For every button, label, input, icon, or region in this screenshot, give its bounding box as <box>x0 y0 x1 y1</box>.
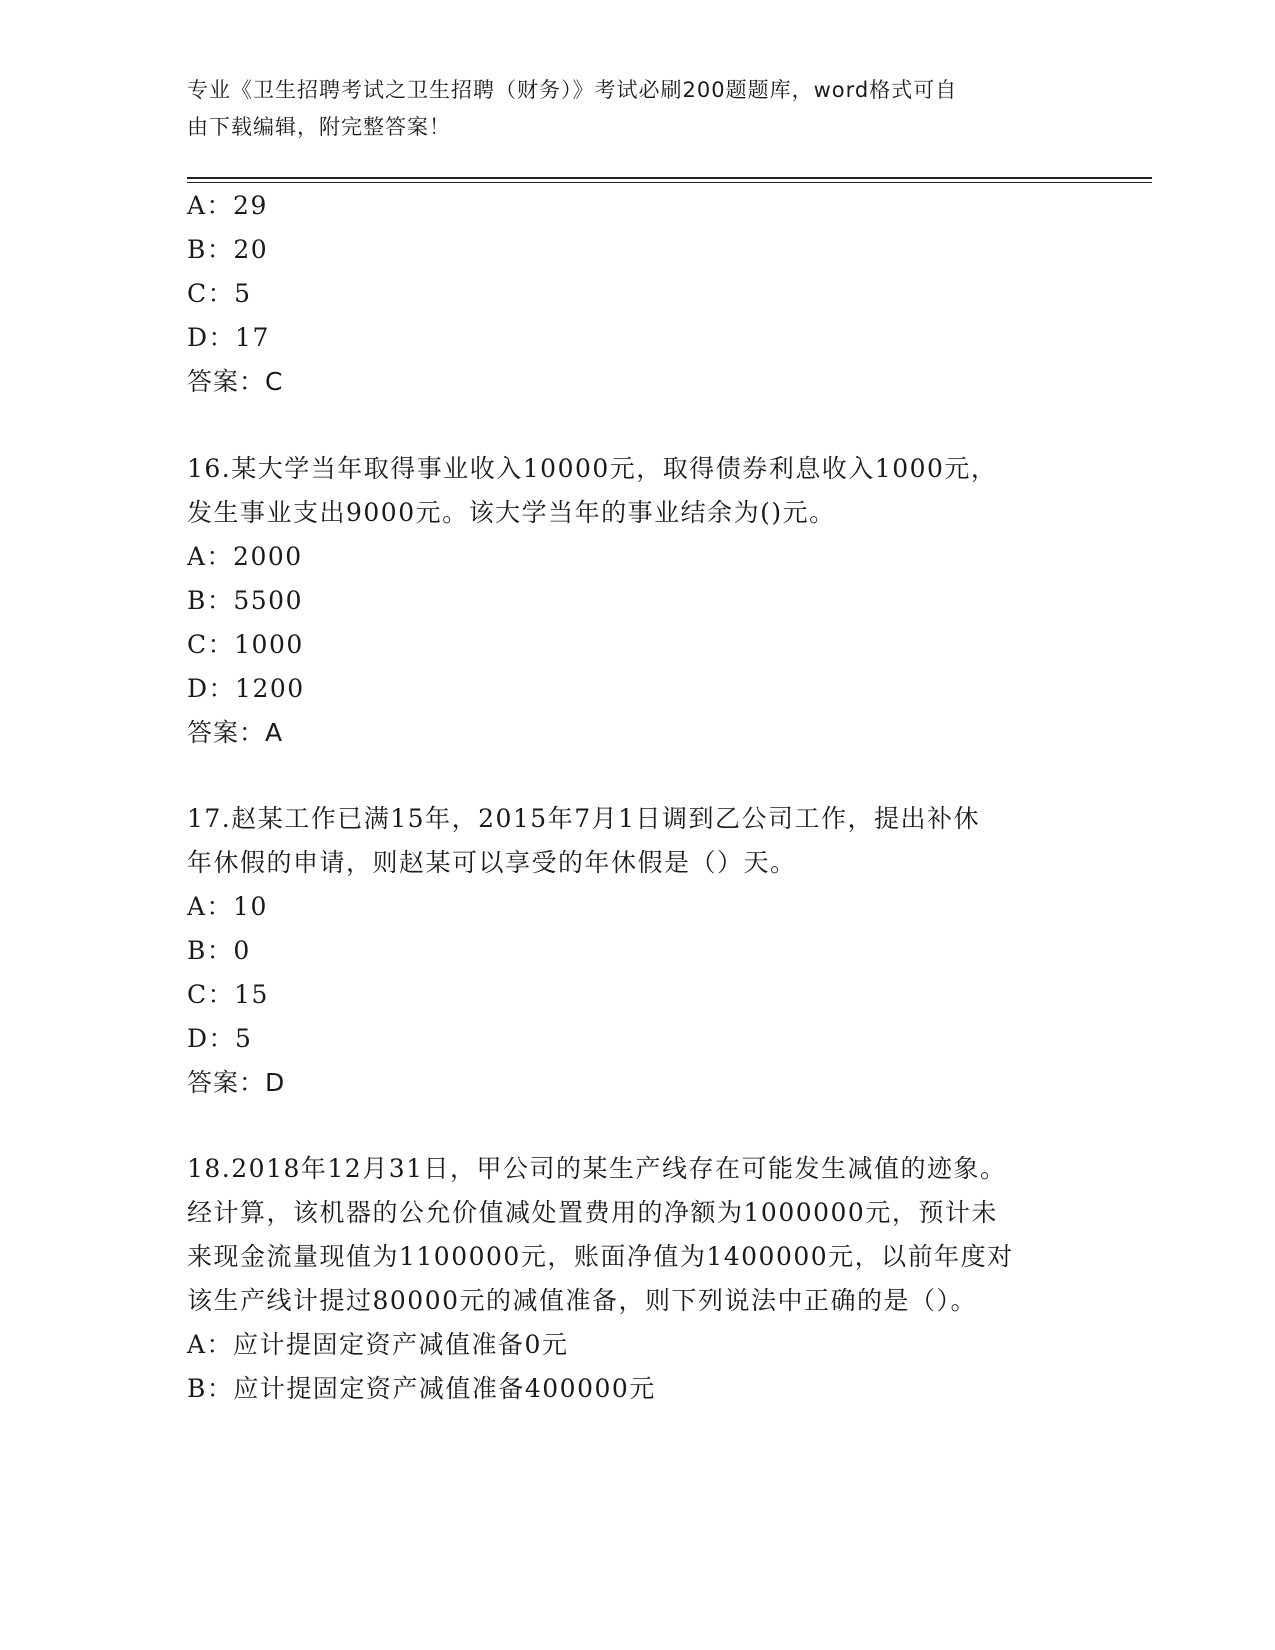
q17-option-c: C：15 <box>187 980 269 1009</box>
header-title-line-2: 由下载编辑，附完整答案！ <box>187 115 451 139</box>
q15-option-b: B：20 <box>187 235 269 264</box>
q18-option-b: B：应计提固定资产减值准备400000元 <box>187 1374 656 1403</box>
q17-stem-line-2: 年休假的申请，则赵某可以享受的年休假是（）天。 <box>187 848 797 877</box>
q18-stem-line-4: 该生产线计提过80000元的减值准备，则下列说法中正确的是（）。 <box>187 1286 978 1315</box>
q17-stem-line-1: 17.赵某工作已满15年，2015年7月1日调到乙公司工作，提出补休 <box>187 804 981 833</box>
header-title-line-1: 专业《卫生招聘考试之卫生招聘（财务）》考试必刷200题题库，word格式可自 <box>187 78 958 102</box>
header-divider-thick <box>187 177 1152 179</box>
q16-option-b: B：5500 <box>187 586 303 615</box>
q15-option-d: D：17 <box>187 323 270 352</box>
header-divider-thin <box>187 182 1152 183</box>
q15-option-a: A：29 <box>187 191 268 220</box>
q16-stem-line-2: 发生事业支出9000元。该大学当年的事业结余为()元。 <box>187 498 836 527</box>
q18-stem-line-3: 来现金流量现值为1100000元，账面净值为1400000元，以前年度对 <box>187 1242 1014 1271</box>
q16-option-d: D：1200 <box>187 674 305 703</box>
q16-stem-line-1: 16.某大学当年取得事业收入10000元，取得债券利息收入1000元， <box>187 454 998 483</box>
q17-option-d: D：5 <box>187 1024 253 1053</box>
q15-answer: 答案：C <box>187 367 284 396</box>
q18-stem-line-1: 18.2018年12月31日，甲公司的某生产线存在可能发生减值的迹象。 <box>187 1154 1007 1183</box>
q17-answer: 答案：D <box>187 1068 286 1097</box>
q17-option-b: B：0 <box>187 936 251 965</box>
q18-stem-line-2: 经计算，该机器的公允价值减处置费用的净额为1000000元，预计未 <box>187 1198 998 1227</box>
q16-answer: 答案：A <box>187 718 284 747</box>
document-header <box>187 72 1067 146</box>
q18-option-a: A：应计提固定资产减值准备0元 <box>187 1330 569 1359</box>
q17-option-a: A：10 <box>187 892 268 921</box>
q15-option-c: C：5 <box>187 279 252 308</box>
q16-option-c: C：1000 <box>187 630 304 659</box>
q16-option-a: A：2000 <box>187 542 303 571</box>
